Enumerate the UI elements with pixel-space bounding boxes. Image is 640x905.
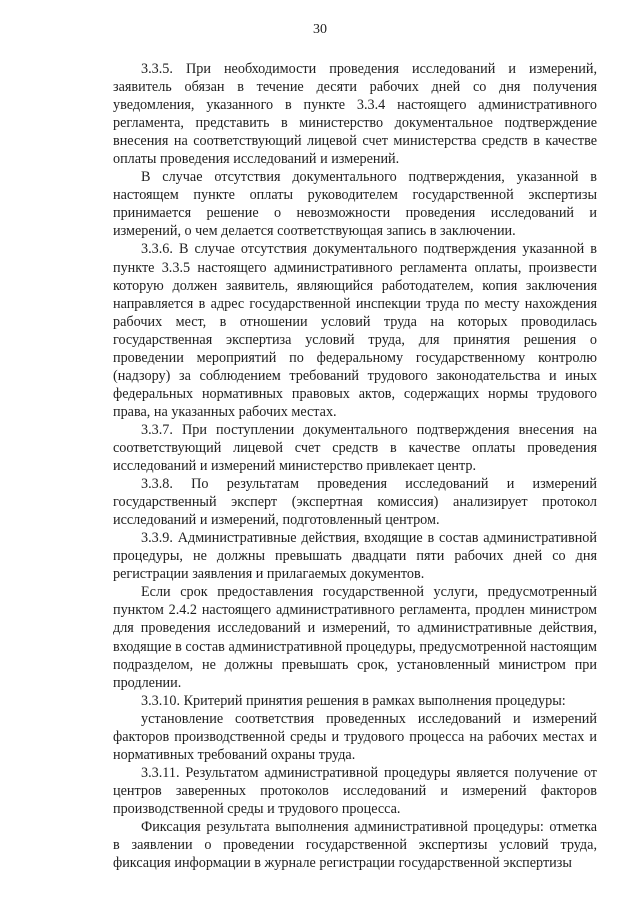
paragraph-3-3-8: 3.3.8. По результатам проведения исследований и измерений государственный эксперт (экспертная комиссия) анализирует протокол исследований и измерений, подготовленный центром. (113, 476, 597, 529)
paragraph-payment-absence: В случае отсутствия документального подтверждения, указанной в настоящем пункте оплаты руководителем государственной экспертизы принимается решение о невозможности проведения исследований и измерений, о чем делается соответствующая запись в заключении. (113, 169, 597, 240)
paragraph-3-3-5: 3.3.5. При необходимости проведения исследований и измерений, заявитель обязан в течение десяти рабочих дней со дня получения уведомления, указанного в пункте 3.3.4 настоящего административного регламента, представить в министерство документальное подтверждение внесения на соответствующий лицевой счет министерства средств в качестве оплаты проведения исследований и измерений. (113, 61, 597, 168)
document-body (113, 60, 597, 872)
page-number: 30 (313, 22, 327, 37)
paragraph-3-3-6: 3.3.6. В случае отсутствия документального подтверждения указанной в пункте 3.3.5 настоящего административного регламента оплаты, произвести которую должен заявитель, являющийся работодателем, копия заключения направляется в адрес государственной инспекции труда по месту нахождения рабочих мест, в отношении условий труда на которых проводилась государственная экспертиза условий труда, для принятия решения о проведении мероприятий по федеральному государственному контролю (надзору) за соблюдением требований трудового законодательства и иных федеральных нормативных правовых актов, содержащих нормы трудового права, на указанных рабочих местах. (113, 241, 597, 420)
paragraph-3-3-11: 3.3.11. Результатом административной процедуры является получение от центров заверенных протоколов исследований и измерений факторов производственной среды и трудового процесса. (113, 764, 597, 817)
paragraph-3-3-10: 3.3.10. Критерий принятия решения в рамках выполнения процедуры: (141, 692, 566, 709)
paragraph-result-fixation: Фиксация результата выполнения административной процедуры: отметка в заявлении о проведении государственной экспертизы условий труда, фиксация информации в журнале регистрации государственной экспертизы (113, 818, 597, 872)
paragraph-term-extension: Если срок предоставления государственной услуги, предусмотренный пунктом 2.4.2 настоящего административного регламента, продлен министром для проведения исследований и измерений, то административные действия, входящие в состав административной процедуры, предусмотренной настоящим подразделом, не должны превышать срок, установленный министром при продлении. (113, 584, 597, 691)
paragraph-decision-criterion: установление соответствия проведенных исследований и измерений факторов производственной среды и трудового процесса на рабочих местах и нормативных требований охраны труда. (113, 710, 597, 763)
paragraph-3-3-7: 3.3.7. При поступлении документального подтверждения внесения на соответствующий лицевой счет средств в качестве оплаты проведения исследований и измерений министерство привлекает центр. (113, 421, 597, 475)
paragraph-3-3-9: 3.3.9. Административные действия, входящие в состав административной процедуры, не должны превышать двадцати пяти рабочих дней со дня регистрации заявления и прилагаемых документов. (113, 530, 597, 583)
